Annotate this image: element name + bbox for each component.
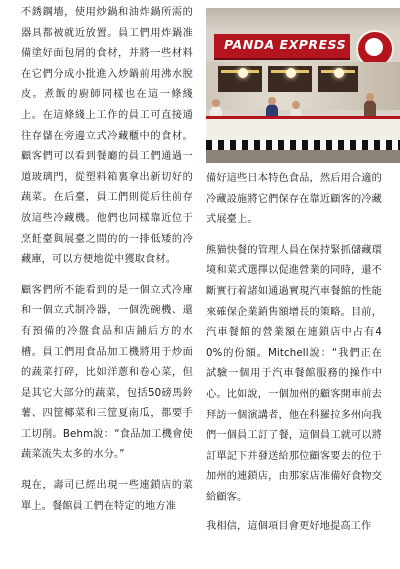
restaurant-sign-text: PANDA EXPRESS: [224, 37, 347, 52]
panda-face-icon: [365, 38, 383, 56]
paragraph: 備好這些日本特色食品，然后用合適的冷藏設施將它們保存在靠近顧客的冷藏式展臺上。: [206, 173, 382, 226]
ceiling-lamp: [286, 68, 296, 78]
paragraph: 現在，壽司已經出現一些連鎖店的菜單上。餐館員工們在特定的地方准: [21, 480, 193, 512]
person-head: [366, 93, 374, 101]
ceiling-lamp: [238, 68, 248, 78]
photo-floor: [206, 150, 400, 163]
person-head: [292, 101, 300, 109]
right-column-text: [206, 169, 382, 537]
person-head: [212, 99, 220, 107]
photo-ceiling: [206, 8, 400, 30]
left-column: [21, 0, 193, 517]
checkered-trim: [206, 140, 400, 150]
paragraph: 熊猫快餐的管理人員在保持緊抓儲藏環境和菜式選擇以促進營業的同時，還不斷實行着諸如通過實現汽車餐館的性能來確保企業銷售額增長的策略。目前，汽車餐館的營業額在連鎖店中占有40%的份額。Mitchell說：“我們正在試驗一個用于汽車餐館服務的操作中心。比如說，一個加州的顧客開車前去拜訪一個演講者，他在科羅拉多州向我們一個員工訂了餐，這個員工就可以將訂單記下并發送給那位顧客要去的位于加州的連鎖店，由那家店准備好食物交給顧客。: [206, 244, 382, 503]
restaurant-photo: [206, 8, 400, 163]
ceiling-lamp: [334, 68, 344, 78]
paragraph: 我相信，這個項目會更好地提高工作: [206, 520, 372, 532]
person-head: [268, 97, 276, 105]
paragraph: 顧客們所不能看到的是一個立式冷庫和一個立式制冷器，一個洗碗機、還有預備的冷盤食品和店鋪后方的水槽。員工們用食品加工機將用于炒面的蔬菜打碎，比如洋蔥和卷心菜，但是其它大部分的蔬菜，包括50磅馬鈴薯、四筐椰菜和三筐夏南瓜，都要手工切削。Behm說：“食品加工機會使蔬菜流失太多的水分。”: [21, 284, 193, 461]
paragraph: 不銹鋼墻，使用炒鍋和油炸鍋所需的器具都被就近放置。員工們用炸鍋准備塗好面包屑的食材，并將一些材料在它們分成小批進入炒鍋前用沸水脫皮。煮飯的廚師同樣也在這一條綫上。在這條綫上工作的員工可直接通往存儲在旁邊立式冷藏櫃中的食材。顧客們可以看到餐廳的員工們通過一道玻璃門，從塑料箱裏拿出新切好的蔬菜。在后臺，員工們則從后往前存放這些冷藏機。他們也同樣靠近位于烹飪臺與展臺之間的的一排低矮的冷藏庫，可以方便地從中獲取食材。: [21, 7, 193, 266]
